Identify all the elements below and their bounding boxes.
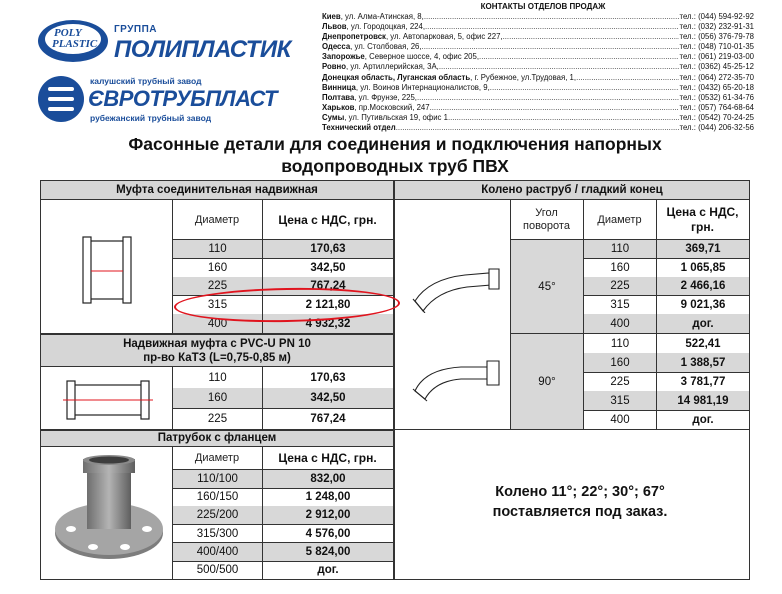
coupling-row-price: 2 121,80 — [305, 299, 351, 312]
contact-phone: тел.: (064) 272-35-70 — [679, 72, 754, 82]
contact-city: Львов — [322, 22, 347, 32]
elbow-row90-diameter: 160 — [584, 353, 656, 372]
flange-row-price: 5 824,00 — [263, 543, 393, 561]
contact-row — [322, 73, 754, 83]
contact-address: , г. Рубежное, ул.Трудовая, 1, — [470, 72, 577, 82]
elbow-row45-diameter: 160 — [610, 261, 630, 274]
contact-row — [322, 62, 754, 72]
page-title: Фасонные детали для соединения и подключения напорных водопроводных труб ПВХ — [128, 134, 662, 176]
elbow-row45-price: 1 065,85 — [680, 261, 726, 274]
logo-rubezh-text: рубежанский трубный завод — [90, 113, 212, 123]
slip-row-price: 767,24 — [310, 412, 346, 425]
contact-address: , ул. Алма-Атинская, 8, — [340, 12, 424, 21]
contact-address: , ул. Артиллерийская, 3А, — [346, 62, 439, 72]
elbow-header: Колено раструб / гладкий конец — [395, 181, 749, 200]
contact-address: , ул. Путивльская 19, офис 1 — [344, 112, 448, 122]
contact-phone: тел.: (061) 219-03-00 — [679, 52, 754, 62]
flange-row-price: 1 248,00 — [305, 491, 351, 504]
contact-dots — [396, 123, 680, 133]
coupling-row-diameter: 225 — [173, 277, 262, 296]
elbow-row90-diameter: 225 — [610, 375, 630, 388]
elbow-row90-diameter: 315 — [584, 391, 656, 410]
elbow-row45-price: 9 021,36 — [680, 299, 726, 312]
eurotrubplast-logo-mark — [38, 76, 84, 122]
contact-phone: тел.: (044) 206-32-56 — [679, 123, 754, 133]
flange-row-diameter: 500/500 — [196, 564, 239, 577]
flange-row-diameter: 315/300 — [196, 527, 239, 540]
contact-phone: тел.: (048) 710-01-35 — [679, 42, 754, 52]
elbow-row90-price: 1 388,57 — [657, 353, 749, 372]
slip-row-price: 170,63 — [310, 372, 346, 385]
elbow-angle-45: 45° — [511, 240, 583, 333]
elbow-row90-price: 3 781,77 — [680, 375, 726, 388]
sales-contacts — [322, 2, 754, 133]
coupling-row-diameter: 110 — [173, 240, 262, 259]
elbow-col-angle: Угол поворота — [523, 207, 570, 232]
elbow-row45-diameter: 400 — [584, 314, 656, 333]
flange-table — [40, 430, 394, 580]
flange-header: Патрубок с фланцем — [41, 431, 393, 447]
coupling-image — [77, 233, 137, 307]
slip-row-diameter: 225 — [207, 412, 228, 425]
flange-row-diameter: 110/100 — [173, 470, 262, 488]
contact-row — [322, 52, 754, 62]
logo-company-name: ПОЛИПЛАСТИК — [114, 36, 291, 63]
slip-coupling-header: Надвижная муфта с PVC-U PN 10 пр-во КаТЗ (L=0,75-0,85 м) — [41, 335, 393, 367]
slip-row-diameter: 110 — [208, 372, 227, 385]
logo-group-label: ГРУППА — [114, 24, 158, 35]
contact-city: Днепропетровск — [322, 32, 386, 42]
flange-row-price: 2 912,00 — [263, 506, 393, 524]
coupling-row-price: 170,63 — [263, 240, 393, 259]
contact-city: Винница — [322, 82, 356, 92]
contact-dots — [490, 83, 680, 93]
flange-col-price: Цена с НДС, грн. — [278, 451, 377, 465]
coupling-row-price: 767,24 — [263, 277, 393, 296]
contact-row — [322, 42, 754, 52]
coupling-col-diameter: Диаметр — [194, 214, 240, 226]
contact-phone: тел.: (032) 232-91-31 — [679, 22, 754, 32]
contact-row — [322, 22, 754, 32]
contact-dots — [425, 22, 679, 32]
flange-row-diameter: 400/400 — [173, 543, 262, 561]
coupling-row-price: 342,50 — [310, 261, 346, 274]
contact-dots — [424, 12, 680, 22]
contact-phone: тел.: (0432) 65-20-18 — [679, 82, 754, 92]
elbow-row45-price: 369,71 — [657, 240, 749, 259]
coupling-header: Муфта соединительная надвижная — [41, 181, 393, 200]
contact-phone: тел.: (044) 594-92-92 — [679, 12, 754, 21]
elbow-col-diameter: Диаметр — [597, 214, 642, 226]
logo-poly-text: POLY — [54, 27, 82, 39]
contact-row — [322, 83, 754, 93]
contact-row — [322, 32, 754, 42]
elbow-row90-price: 522,41 — [685, 337, 721, 350]
contact-city: Донецкая область, Луганская область — [322, 72, 471, 82]
contact-address: , ул. Столбовая, 26, — [350, 42, 422, 52]
elbow-row45-diameter: 315 — [610, 299, 630, 312]
flange-image — [53, 455, 165, 565]
contact-dots — [422, 42, 680, 52]
elbow-row90-price: 14 981,19 — [657, 391, 749, 410]
flange-row-price: 4 576,00 — [305, 527, 351, 540]
coupling-row-price: 4 932,32 — [263, 314, 393, 333]
elbow-angle-90: 90° — [511, 334, 583, 429]
elbow-col-price: Цена с НДС, грн. — [666, 205, 739, 234]
contact-phone: тел.: (0532) 61-34-76 — [679, 92, 754, 102]
contact-row — [322, 113, 754, 123]
coupling-row-diameter: 315 — [207, 299, 228, 312]
flange-col-diameter: Диаметр — [194, 452, 240, 464]
contact-phone: тел.: (0362) 45-25-12 — [679, 62, 754, 72]
contact-address: , ул. Воинов Интернационалистов, 9, — [355, 82, 490, 92]
flange-row-price: 832,00 — [263, 470, 393, 488]
flange-row-price: дог. — [317, 564, 339, 577]
contact-dots — [503, 32, 680, 42]
contact-dots — [430, 103, 680, 113]
contact-city: Харьков — [322, 102, 355, 112]
contact-row — [322, 103, 754, 113]
contact-city: Киев — [322, 12, 341, 21]
order-note: Колено 11°; 22°; 30°; 67° поставляется под заказ. — [492, 484, 668, 520]
contact-dots — [576, 73, 679, 83]
slip-row-price: 342,50 — [263, 388, 393, 408]
coupling-row-diameter: 400 — [173, 314, 262, 333]
contact-address: , пр.Московский, 247 — [354, 102, 430, 112]
contact-phone: тел.: (056) 376-79-78 — [679, 32, 754, 42]
contact-city: Полтава — [322, 92, 355, 102]
contact-phone: тел.: (057) 764-68-64 — [679, 102, 754, 112]
elbow-row45-diameter: 110 — [584, 240, 656, 259]
contact-dots — [448, 113, 680, 123]
contact-row — [322, 93, 754, 103]
flange-row-diameter: 160/150 — [196, 491, 239, 504]
slip-row-diameter: 160 — [173, 388, 262, 408]
contact-phone: тел.: (0542) 70-24-25 — [679, 112, 754, 122]
elbow-row90-diameter: 400 — [610, 413, 630, 426]
coupling-col-price: Цена с НДС, грн. — [278, 213, 377, 227]
elbow-row45-price: дог. — [657, 314, 749, 333]
contact-address: , Северное шоссе, 4, офис 205, — [364, 52, 480, 62]
elbow-row45-price: 2 466,16 — [657, 277, 749, 296]
logo-eurotrub-name: ЄВРОТРУБПЛАСТ — [88, 86, 277, 111]
elbow-row90-diameter: 110 — [610, 337, 630, 350]
elbow-45-image — [409, 261, 501, 313]
elbow-row90-price: дог. — [692, 413, 714, 426]
contact-city: Сумы — [322, 112, 345, 122]
elbow-table — [394, 180, 750, 430]
contact-row — [322, 123, 754, 133]
contact-city: Одесса — [322, 42, 351, 52]
coupling-row-diameter: 160 — [207, 261, 228, 274]
contact-city: Ровно — [322, 62, 347, 72]
slip-coupling-table — [40, 334, 394, 430]
contacts-header: КОНТАКТЫ ОТДЕЛОВ ПРОДАЖ — [480, 2, 606, 11]
contact-address: , ул. Фрунзе, 225, — [354, 92, 417, 102]
contact-dots — [439, 62, 680, 72]
flange-row-diameter: 225/200 — [173, 506, 262, 524]
elbow-row45-diameter: 225 — [584, 277, 656, 296]
contact-row — [322, 12, 754, 22]
contact-address: , ул. Городоцкая, 224, — [346, 22, 425, 32]
contact-city: Запорожье — [322, 52, 365, 62]
logo-kalush-text: калушский трубный завод — [90, 76, 202, 86]
logo-plastic-text: PLASTIC — [52, 38, 98, 50]
contact-city: Технический отдел — [322, 123, 396, 133]
slip-coupling-image — [63, 379, 153, 421]
elbow-90-image — [409, 357, 501, 405]
contact-dots — [417, 93, 680, 103]
eurotrubplast-logo — [38, 72, 288, 126]
polyplastic-logo — [38, 18, 291, 66]
contact-dots — [479, 52, 679, 62]
contact-address: , ул. Автопарковая, 5, офис 227, — [385, 32, 503, 42]
